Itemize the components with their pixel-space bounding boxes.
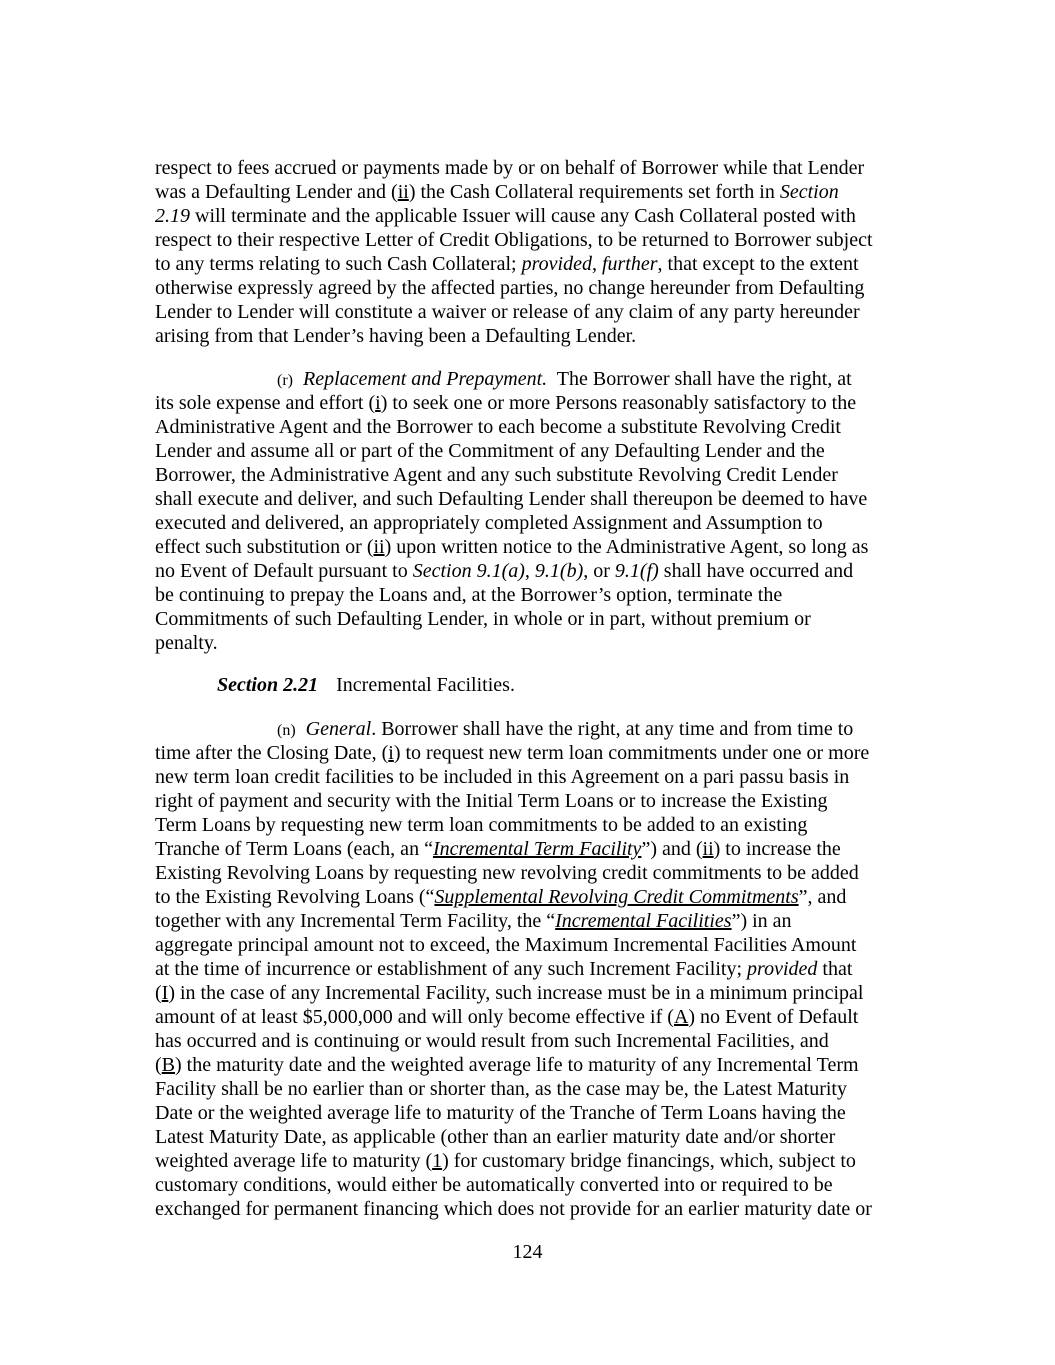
text-line: exchanged for permanent financing which does not provide for an earlier maturity date or bbox=[155, 1198, 872, 1220]
text-line: was a Defaulting Lender and (ii) the Cash Collateral requirements set forth in Section bbox=[155, 181, 839, 203]
text-line: Date or the weighted average life to maturity of the Tranche of Term Loans having the bbox=[155, 1102, 846, 1124]
text-line: amount of at least $5,000,000 and will only become effective if (A) no Event of Default bbox=[155, 1006, 859, 1028]
text-line: (I) in the case of any Incremental Facility, such increase must be in a minimum principal bbox=[155, 982, 864, 1004]
text-line: Term Loans by requesting new term loan commitments to be added to an existing bbox=[155, 814, 808, 836]
text-line: new term loan credit facilities to be included in this Agreement on a pari passu basis in bbox=[155, 766, 850, 788]
text-line: at the time of incurrence or establishment of any such Increment Facility; provided that bbox=[155, 958, 853, 980]
text-line: Latest Maturity Date, as applicable (other than an earlier maturity date and/or shorter bbox=[155, 1126, 836, 1148]
text-line: aggregate principal amount not to exceed, the Maximum Incremental Facilities Amount bbox=[155, 934, 857, 956]
section-heading bbox=[217, 673, 515, 697]
text-line: 2.19 will terminate and the applicable Issuer will cause any Cash Collateral posted with bbox=[155, 205, 856, 227]
defined-term: Incremental Facilities bbox=[555, 910, 732, 932]
text-line: arising from that Lender’s having been a Defaulting Lender. bbox=[155, 325, 637, 347]
text-line: Borrower, the Administrative Agent and any such substitute Revolving Credit Lender bbox=[155, 464, 838, 486]
clause-label: (r) bbox=[277, 372, 293, 389]
text-line: has occurred and is continuing or would result from such Incremental Facilities, and bbox=[155, 1030, 829, 1052]
text-line: Lender and assume all or part of the Commitment of any Defaulting Lender and the bbox=[155, 440, 825, 462]
text-line: executed and delivered, an appropriately completed Assignment and Assumption to bbox=[155, 512, 823, 534]
text-line: effect such substitution or (ii) upon written notice to the Administrative Agent, so long as bbox=[155, 536, 869, 558]
text-line: respect to their respective Letter of Credit Obligations, to be returned to Borrower subject bbox=[155, 229, 873, 251]
text-line: respect to fees accrued or payments made by or on behalf of Borrower while that Lender bbox=[155, 157, 865, 179]
text-line: customary conditions, would either be automatically converted into or required to be bbox=[155, 1174, 833, 1196]
text-line: shall execute and deliver, and such Defaulting Lender shall thereupon be deemed to have bbox=[155, 488, 868, 510]
text-line: time after the Closing Date, (i) to request new term loan commitments under one or more bbox=[155, 742, 870, 764]
defined-term: Supplemental Revolving Credit Commitments bbox=[434, 886, 799, 908]
text-line: Administrative Agent and the Borrower to each become a substitute Revolving Credit bbox=[155, 416, 841, 438]
text-line: right of payment and security with the Initial Term Loans or to increase the Existing bbox=[155, 790, 828, 812]
text-line: to any terms relating to such Cash Collateral; provided, further, that except to the extent bbox=[155, 253, 859, 275]
clause-first-line: (n) General. Borrower shall have the right, at any time and from time to bbox=[277, 718, 854, 740]
clause-heading: General bbox=[305, 718, 372, 740]
text-line: be continuing to prepay the Loans and, at the Borrower’s option, terminate the bbox=[155, 584, 783, 606]
section-title: Incremental Facilities. bbox=[336, 674, 515, 696]
text-line: together with any Incremental Term Facility, the “Incremental Facilities”) in an bbox=[155, 910, 792, 932]
clause-heading: Replacement and Prepayment. bbox=[302, 368, 548, 390]
text-line: Facility shall be no earlier than or shorter than, as the case may be, the Latest Maturity bbox=[155, 1078, 847, 1100]
clause-first-line: (r) Replacement and Prepayment. The Borrower shall have the right, at bbox=[277, 368, 852, 390]
text-line: penalty. bbox=[155, 632, 218, 654]
text-line: no Event of Default pursuant to Section 9.1(a), 9.1(b), or 9.1(f) shall have occurred and bbox=[155, 560, 854, 582]
text-line: to the Existing Revolving Loans (“Supplemental Revolving Credit Commitments”, and bbox=[155, 886, 847, 908]
clause-n bbox=[155, 717, 900, 1221]
section-number: Section 2.21 bbox=[217, 674, 319, 696]
text-line: Existing Revolving Loans by requesting new revolving credit commitments to be added bbox=[155, 862, 859, 884]
defined-term: Incremental Term Facility bbox=[432, 838, 642, 860]
text-line: Tranche of Term Loans (each, an “Incremental Term Facility”) and (ii) to increase the bbox=[155, 838, 841, 860]
text-line: Lender to Lender will constitute a waiver or release of any claim of any party hereunder bbox=[155, 301, 860, 323]
clause-r bbox=[155, 367, 900, 655]
text-line: otherwise expressly agreed by the affected parties, no change hereunder from Defaulting bbox=[155, 277, 865, 299]
text-line: its sole expense and effort (i) to seek one or more Persons reasonably satisfactory to the bbox=[155, 392, 857, 414]
text-line: weighted average life to maturity (1) for customary bridge financings, which, subject to bbox=[155, 1150, 856, 1172]
paragraph-continuation bbox=[155, 156, 900, 348]
text-line: Commitments of such Defaulting Lender, in whole or in part, without premium or bbox=[155, 608, 811, 630]
clause-label: (n) bbox=[277, 722, 296, 739]
text-line: (B) the maturity date and the weighted average life to maturity of any Incremental Term bbox=[155, 1054, 859, 1076]
page-number: 124 bbox=[512, 1241, 543, 1263]
